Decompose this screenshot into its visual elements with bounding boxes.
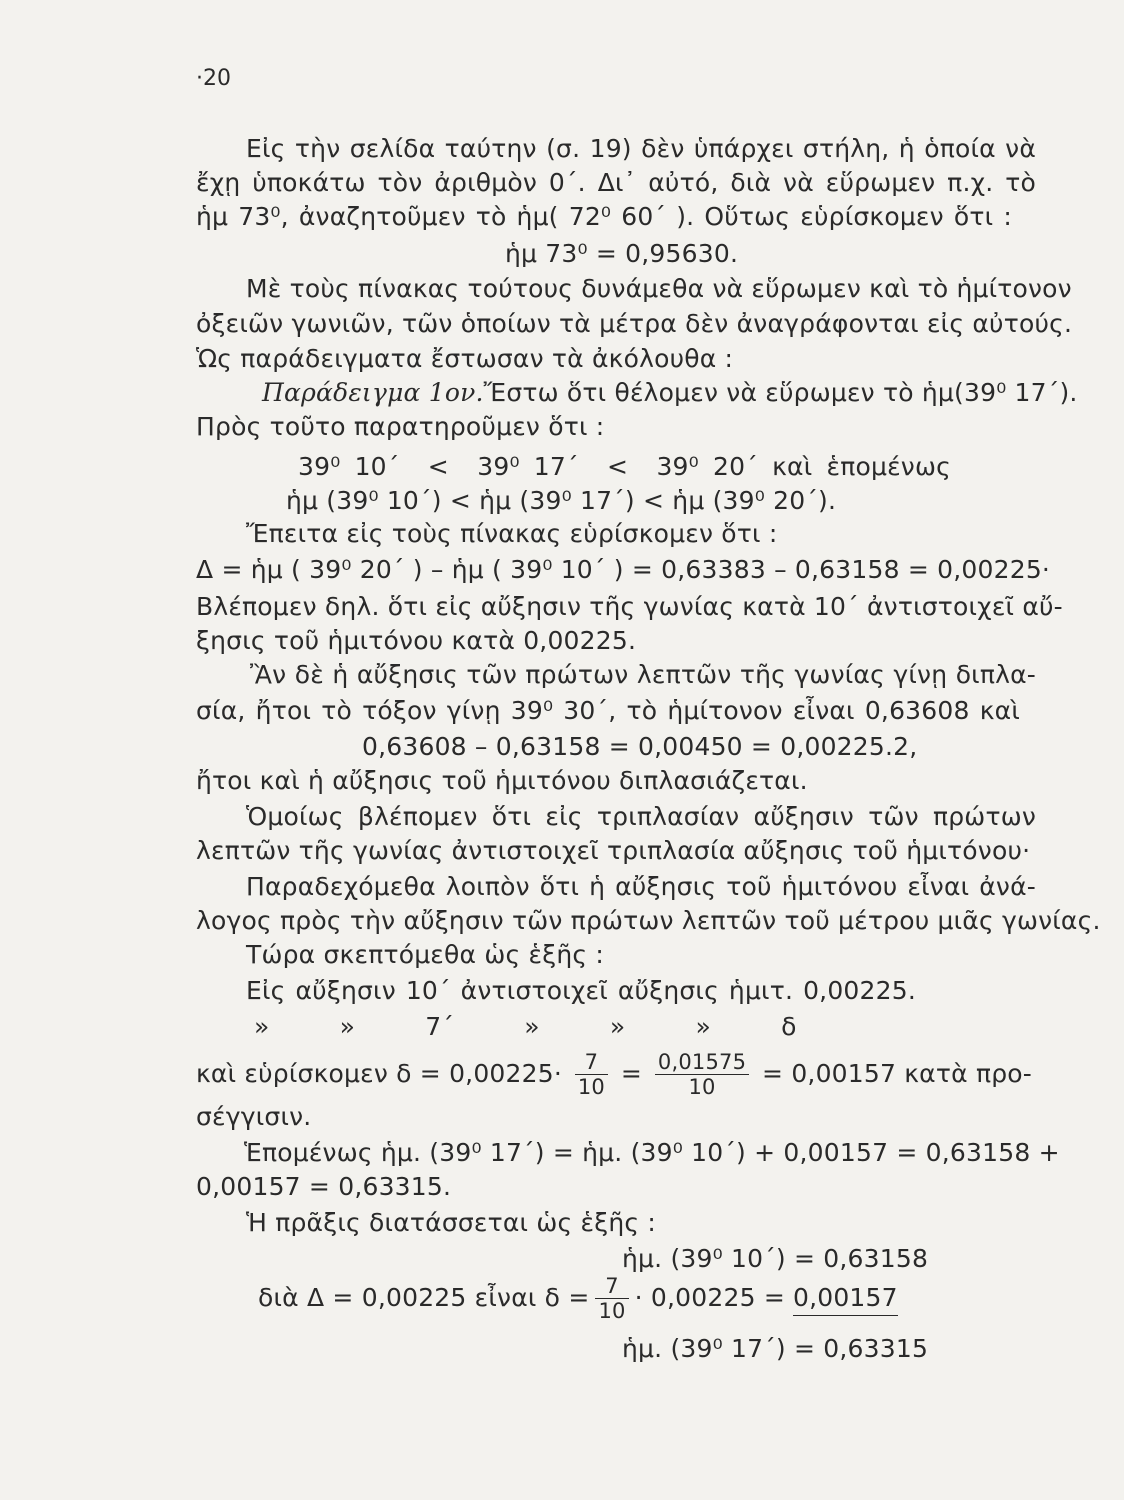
text-segment: καὶ εὑρίσκομεν δ = 0,00225· — [196, 1059, 562, 1088]
equation: ἡμ 73⁰ = 0,95630. — [505, 239, 739, 268]
text-segment: = 0,00157 κατὰ προ- — [762, 1059, 1032, 1088]
text-line: Εἰς αὔξησιν 10΄ ἀντιστοιχεῖ αὔξησις ἡμιτ. 0,00225. — [246, 976, 916, 1005]
fraction-denominator: 10 — [688, 1074, 716, 1099]
underlined-value: 0,00157 — [793, 1281, 898, 1316]
fraction — [595, 1274, 628, 1323]
text-line: Εἰς τὴν σελίδα ταύτην (σ. 19) δὲν ὑπάρχει στήλη, ἡ ὁποία νὰ — [246, 134, 1036, 163]
text-line: ξησις τοῦ ἡμιτόνου κατὰ 0,00225. — [196, 626, 637, 655]
calc-line — [258, 1270, 918, 1326]
text-line: ἡμ 73⁰, ἀναζητοῦμεν τὸ ἡμ( 72⁰ 60΄ ). Οὕτως εὑρίσκομεν ὅτι : — [196, 202, 1012, 231]
fraction — [575, 1050, 608, 1099]
text-line: Ὡς παράδειγματα ἔστωσαν τὰ ἀκόλουθα : — [196, 344, 734, 373]
text-line: ὀξειῶν γωνιῶν, τῶν ὁποίων τὰ μέτρα δὲν ἀναγράφονται εἰς αὐτούς. — [196, 309, 1073, 338]
text-segment: διὰ Δ = 0,00225 εἶναι δ = — [258, 1283, 590, 1312]
equation: 0,63608 – 0,63158 = 0,00450 = 0,00225.2, — [362, 732, 918, 761]
text-line: Μὲ τοὺς πίνακας τούτους δυνάμεθα νὰ εὕρωμεν καὶ τὸ ἡμίτονον — [246, 274, 1072, 303]
text-line: ἤτοι καὶ ἡ αὔξησις τοῦ ἡμιτόνου διπλασιάζεται. — [196, 766, 808, 795]
inequality: ἡμ (39⁰ 10΄) < ἡμ (39⁰ 17΄) < ἡμ (39⁰ 20΄). — [286, 486, 837, 515]
text-line: Τώρα σκεπτόμεθα ὡς ἑξῆς : — [246, 940, 605, 969]
ditto-line: » » 7΄ » » » δ — [254, 1012, 797, 1041]
example-heading: Παράδειγμα 1ον. — [262, 378, 484, 407]
inequality: 39⁰ 10΄ < 39⁰ 17΄ < 39⁰ 20΄ καὶ ἑπομένως — [298, 452, 951, 481]
text-segment: · 0,00225 = — [634, 1283, 785, 1312]
calc-line: ἡμ. (39⁰ 17΄) = 0,63315 — [622, 1334, 929, 1363]
text-line: Παραδεχόμεθα λοιπὸν ὅτι ἡ αὔξησις τοῦ ἡμιτόνου εἶναι ἀνά- — [246, 872, 1036, 901]
text-line: 0,00157 = 0,63315. — [196, 1172, 452, 1201]
fraction — [655, 1050, 749, 1099]
calc-line: ἡμ. (39⁰ 10΄) = 0,63158 — [622, 1244, 929, 1273]
text-line: Ἡ πρᾶξις διατάσσεται ὡς ἑξῆς : — [246, 1208, 657, 1237]
fraction-denominator: 10 — [598, 1298, 626, 1323]
fraction-denominator: 10 — [577, 1074, 605, 1099]
text-line: Πρὸς τοῦτο παρατηροῦμεν ὅτι : — [196, 412, 605, 441]
equals-sign: = — [620, 1059, 643, 1088]
page-number: ·20 — [196, 66, 231, 91]
fraction-numerator: 0,01575 — [655, 1050, 749, 1075]
text-segment: Ἔστω ὅτι θέλομεν νὰ εὕρωμεν τὸ ἡμ(39⁰ 17΄). — [483, 378, 1078, 407]
text-line: σία, ἤτοι τὸ τόξον γίνῃ 39⁰ 30΄, τὸ ἡμίτονον εἶναι 0,63608 καὶ — [196, 696, 1020, 725]
text-line: ἔχῃ ὑποκάτω τὸν ἀριθμὸν 0΄. Δι᾽ αὐτό, διὰ νὰ εὕρωμεν π.χ. τὸ — [196, 168, 1036, 197]
text-line: Ἂν δὲ ἡ αὔξησις τῶν πρώτων λεπτῶν τῆς γωνίας γίνῃ διπλα- — [250, 660, 1036, 689]
text-line: λεπτῶν τῆς γωνίας ἀντιστοιχεῖ τριπλασία αὔξησις τοῦ ἡμιτόνου· — [196, 836, 1031, 865]
fraction-numerator: 7 — [595, 1274, 628, 1299]
text-line: λογος πρὸς τὴν αὔξησιν τῶν πρώτων λεπτῶν τοῦ μέτρου μιᾶς γωνίας. — [196, 906, 1101, 935]
fraction-numerator: 7 — [575, 1050, 608, 1075]
text-line: σέγγισιν. — [196, 1102, 312, 1131]
text-line: Ὁμοίως βλέπομεν ὅτι εἰς τριπλασίαν αὔξησιν τῶν πρώτων — [246, 802, 1036, 831]
example-line — [262, 376, 1078, 410]
text-line: Ἔπειτα εἰς τοὺς πίνακας εὑρίσκομεν ὅτι : — [246, 519, 778, 548]
fraction-line — [196, 1046, 1032, 1102]
text-line: Ἑπομένως ἡμ. (39⁰ 17΄) = ἡμ. (39⁰ 10΄) + 0,00157 = 0,63158 + — [244, 1138, 1060, 1167]
equation: Δ = ἡμ ( 39⁰ 20΄ ) – ἡμ ( 39⁰ 10΄ ) = 0,63383 – 0,63158 = 0,00225· — [196, 555, 1051, 584]
text-line: Βλέπομεν δηλ. ὅτι εἰς αὔξησιν τῆς γωνίας κατὰ 10΄ ἀντιστοιχεῖ αὔ- — [196, 592, 1063, 621]
